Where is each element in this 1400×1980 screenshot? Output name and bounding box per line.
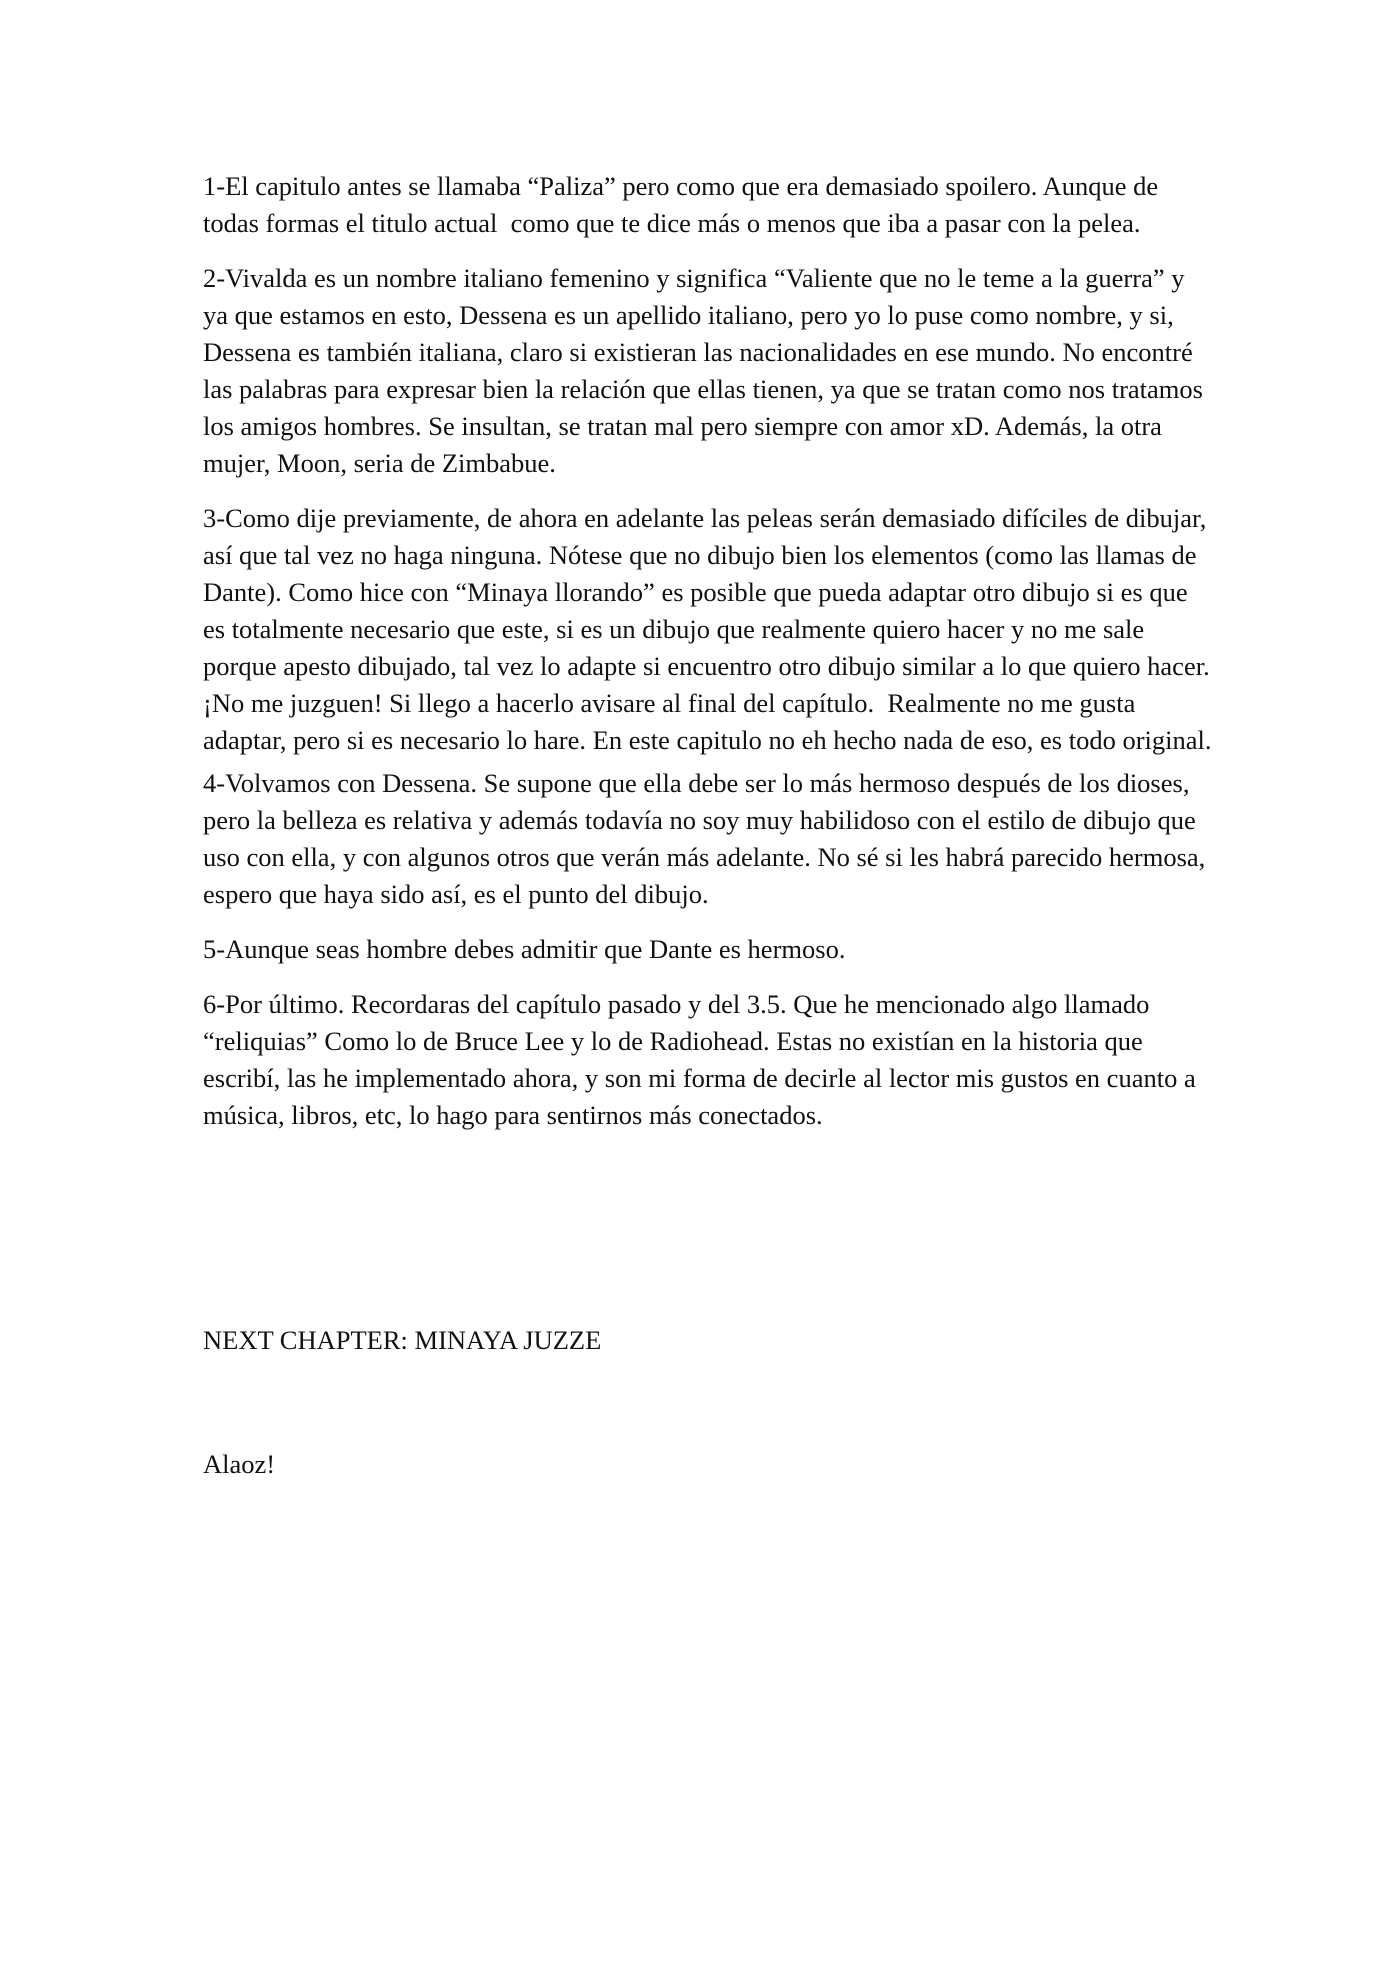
note-3: 3-Como dije previamente, de ahora en adelante las peleas serán demasiado difíciles de dibujar, así que tal vez no haga ninguna. Nótese que no dibujo bien los elementos (como las llamas de Dante). Como hice con “Minaya llorando” es posible que pueda adaptar otro dibujo si es que es totalmente necesario que este, si es un dibujo que realmente quiero hacer y no me sale porque apesto dibujado, tal vez lo adapte si encuentro otro dibujo similar a lo que quiero hacer. ¡No me juzguen! Si llego a hacerlo avisare al final del capítulo. Realmente no me gusta adaptar, pero si es necesario lo hare. En este capitulo no eh hecho nada de eso, es todo original. [203, 503, 1217, 755]
next-chapter-line: NEXT CHAPTER: MINAYA JUZZE [203, 1325, 602, 1355]
note-2: 2-Vivalda es un nombre italiano femenino y significa “Valiente que no le teme a la guerra” y ya que estamos en esto, Dessena es un apellido italiano, pero yo lo puse como nombre, y si, Dessena es también italiana, claro si existieran las nacionalidades en ese mundo. No encontré las palabras para expresar bien la relación que ellas tienen, ya que se tratan como nos tratamos los amigos hombres. Se insultan, se tratan mal pero siempre con amor xD. Además, la otra mujer, Moon, seria de Zimbabue. [203, 263, 1210, 478]
note-4: 4-Volvamos con Dessena. Se supone que ella debe ser lo más hermoso después de los dioses, pero la belleza es relativa y además todavía no soy muy habilidoso con el estilo de dibujo que uso con ella, y con algunos otros que verán más adelante. No sé si les habrá parecido hermosa, espero que haya sido así, es el punto del dibujo. [203, 768, 1212, 909]
author-notes [203, 168, 1217, 1152]
note-1: 1-El capitulo antes se llamaba “Paliza” pero como que era demasiado spoilero. Aunque de todas formas el titulo actual como que te dice más o menos que iba a pasar con la pelea. [203, 171, 1165, 238]
note-6: 6-Por último. Recordaras del capítulo pasado y del 3.5. Que he mencionado algo llamado “reliquias” Como lo de Bruce Lee y lo de Radiohead. Estas no existían en la historia que escribí, las he implementado ahora, y son mi forma de decirle al lector mis gustos en cuanto a música, libros, etc, lo hago para sentirnos más conectados. [203, 989, 1203, 1130]
note-5: 5-Aunque seas hombre debes admitir que Dante es hermoso. [203, 934, 846, 964]
signoff: Alaoz! [203, 1449, 276, 1479]
